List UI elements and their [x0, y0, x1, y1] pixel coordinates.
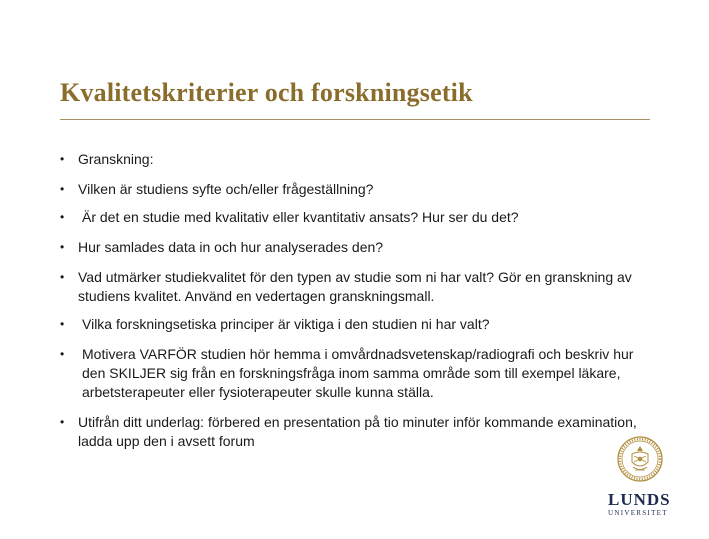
- bullet-marker: •: [60, 152, 65, 166]
- bullet-marker: •: [60, 270, 65, 284]
- bullet-item: [60, 208, 650, 227]
- bullet-marker: •: [60, 317, 65, 331]
- bullet-marker: •: [60, 347, 65, 361]
- logo-subtitle: UNIVERSITET: [608, 509, 668, 517]
- bullet-item: [60, 268, 650, 306]
- bullet-text: Vilken är studiens syfte och/eller frågeställning?: [78, 181, 374, 197]
- university-seal-icon: [616, 434, 664, 484]
- title-divider: [60, 119, 650, 120]
- bullet-text: Utifrån ditt underlag: förbered en presentation på tio minuter inför kommande examination, ladda upp den i avsett forum: [78, 414, 637, 449]
- bullet-item: [60, 413, 650, 451]
- bullet-item: [60, 180, 650, 199]
- bullet-marker: •: [60, 182, 65, 196]
- bullet-item: [60, 345, 650, 402]
- bullet-text: Motivera VARFÖR studien hör hemma i omvårdnadsvetenskap/radiografi och beskriv hur den SKILJER sig från en forskningsfråga inom samma område som till exempel läkare, arbetsterapeuter eller fysioterapeuter skulle kunna ställa.: [82, 346, 634, 400]
- slide-title: Kvalitetskriterier och forskningsetik: [60, 78, 473, 107]
- bullet-item: [60, 150, 650, 169]
- bullet-item: [60, 238, 650, 257]
- bullet-text: Vilka forskningsetiska principer är viktiga i den studien ni har valt?: [82, 316, 490, 332]
- bullet-marker: •: [60, 240, 65, 254]
- bullet-marker: •: [60, 210, 65, 224]
- bullet-item: [60, 315, 650, 334]
- bullet-text: Vad utmärker studiekvalitet för den typen av studie som ni har valt? Gör en granskning av studiens kvalitet. Använd en vedertagen granskningsmall.: [78, 269, 632, 304]
- bullet-text: Hur samlades data in och hur analyserades den?: [78, 239, 384, 255]
- logo-wordmark: LUNDS: [608, 490, 671, 509]
- bullet-text: Granskning:: [78, 151, 154, 167]
- bullet-marker: •: [60, 415, 65, 429]
- bullet-text: Är det en studie med kvalitativ eller kvantitativ ansats? Hur ser du det?: [82, 209, 519, 225]
